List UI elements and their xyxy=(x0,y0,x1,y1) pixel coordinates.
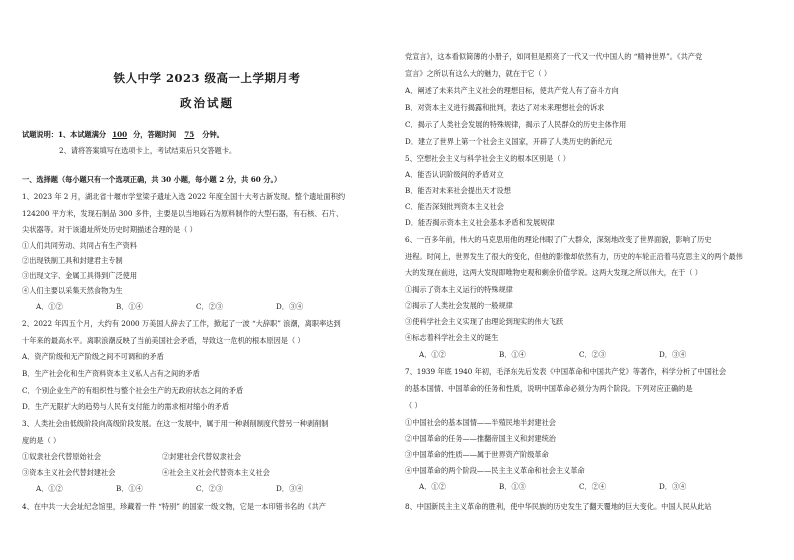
instructions-line-1: 试题说明：1、本试题满分 100 分，答题时间 75 分钟。 xyxy=(22,130,224,139)
left-text-line: 尖状器等。对于该遗址所处历史时期描述合理的是（ ） xyxy=(22,225,197,234)
right-text-line: （ ） xyxy=(405,401,422,410)
option: A．①② xyxy=(419,482,446,491)
q1-options xyxy=(36,302,303,311)
left-text-line: ④人们主要以采集天然食物为生 xyxy=(22,286,123,295)
option: C．②④ xyxy=(579,482,607,491)
right-text-line: C．揭示了人类社会发展的特殊规律，揭示了人民群众的历史主体作用 xyxy=(405,120,627,129)
right-text-line: ②中国革命的任务——推翻帝国主义和封建统治 xyxy=(405,434,556,443)
q3-options-row-2: ③资本主义社会代替封建社会 ④社会主义社会代替资本主义社会 xyxy=(22,468,270,477)
left-text-line: 124200 平方米，发现石制品 300 多件，主要是以当地砾石为原料制作的大型石器，有石核、石片、 xyxy=(22,209,344,218)
q7-options xyxy=(419,482,686,491)
q3-options xyxy=(36,484,303,493)
option: B．①④ xyxy=(116,302,143,311)
right-text-line: A．能否认识阶级间的矛盾对立 xyxy=(405,170,504,179)
right-text-line: 6、一百多年前，伟大的马克思用他的理论伟眼了广大群众，深刻地改变了世界面貌，影响了历史 xyxy=(405,235,712,244)
right-text-line: A．阐述了未来共产主义社会的理想目标，使共产党人有了奋斗方向 xyxy=(405,86,619,95)
right-text-line: 的基本国情、中国革命的任务和性质，说明中国革命必须分为两个阶段。下列对应正确的是 xyxy=(405,384,693,393)
right-text-line: D．建立了世界上第一个社会主义国家，开辟了人类历史的新纪元 xyxy=(405,137,613,146)
option: C．②③ xyxy=(579,350,607,359)
right-text-line: 8、中国新民主主义革命的胜利，使中华民族的历史发生了翻天覆地的巨大变化。中国人民从此站 xyxy=(405,502,712,511)
left-text-line: D．生产无限扩大的趋势与人民有支付能力的需求相对缩小的矛盾 xyxy=(22,402,230,411)
q6-options xyxy=(419,350,686,359)
right-text-line: 宣言》之所以有这么大的魅力，就在于它（ ） xyxy=(405,69,552,78)
option: B．①③ xyxy=(499,482,526,491)
right-text-line: D．能否揭示资本主义社会基本矛盾和发展规律 xyxy=(405,218,555,227)
option: D．③④ xyxy=(659,350,687,359)
q3-options-row-1: ①奴隶社会代替原始社会 ②封建社会代替奴隶社会 xyxy=(22,452,242,461)
left-text-line: C．个别企业生产的有组织性与整个社会生产的无政府状态之间的矛盾 xyxy=(22,386,244,395)
right-text-line: ①揭示了资本主义运行的特殊规律 xyxy=(405,285,513,294)
right-text-line: ③使科学社会主义实现了由理论到现实的伟大飞跃 xyxy=(405,317,564,326)
left-text-line: ②出现铁制工具和封建君主专制 xyxy=(22,256,123,265)
right-text-line: 党宣言》，这本看似简薄的小册子，如同但是照亮了一代又一代中国人的 “精神世界”。《共产党 xyxy=(405,52,703,61)
exam-subtitle: 政治试题 xyxy=(180,96,234,110)
left-text-line: 2、2022 年四五个月，大约有 2000 万美国人辞去了工作，掀起了一波 “大辞职” 浪潮，离职率达到 xyxy=(22,319,341,328)
right-text-line: 大的发现在前进，这两大发现即唯物史观和剩余价值学说。这两大发现之所以伟大，在于（ ） xyxy=(405,268,702,277)
option: C．②③ xyxy=(196,302,224,311)
right-text-line: ③中国革命的性质——属于世界资产阶级革命 xyxy=(405,450,549,459)
exam-title: 铁人中学 2023 级高一上学期月考 xyxy=(113,71,301,85)
right-text-line: ④标志着科学社会主义的诞生 xyxy=(405,333,499,342)
full-score: 100 xyxy=(112,130,128,139)
left-text-line: B．生产社会化和生产资料资本主义私人占有之间的矛盾 xyxy=(22,369,200,378)
left-text-line: 十年来的最高水平。离职浪潮反映了当前美国社会矛盾，导致这一危机的根本原因是（ ） xyxy=(22,336,305,345)
exam-time: 75 xyxy=(184,130,195,139)
right-text-line: ④中国革命的两个阶段——民主主义革命和社会主义革命 xyxy=(405,466,585,475)
left-text-line: ③出现文字、金属工具得到广泛使用 xyxy=(22,271,138,280)
option: D．③④ xyxy=(276,484,304,493)
option: B．①④ xyxy=(499,350,526,359)
right-text-line: 进程。时间上，世界发生了很大的变化，但他的影像却依然有力，历史的车轮正沿着马克思主义的两个最伟 xyxy=(405,252,743,261)
right-text-line: B．对资本主义进行揭露和批判，表达了对未来理想社会的诉求 xyxy=(405,103,605,112)
right-text-line: B．能否对未来社会提出天才设想 xyxy=(405,186,511,195)
right-text-line: C．能否深刻批判资本主义社会 xyxy=(405,202,504,211)
right-text-line: ②揭示了人类社会发展的一般规律 xyxy=(405,301,513,310)
right-text-line: ①中国社会的基本国情——半殖民地半封建社会 xyxy=(405,418,556,427)
left-text-line: ①人们共同劳动、共同占有生产资料 xyxy=(22,241,138,250)
left-text-line: 1、2023 年 2 月，湖北省十堰市学堂梁子遗址入选 2022 年度全国十大考古新发现。整个遗址面积约 xyxy=(22,192,346,201)
option: C．②③ xyxy=(196,484,224,493)
left-text-line: 3、人类社会由低级阶段向高级阶段发展。在这一发展中，属于用一种剥削制度代替另一种剥削制 xyxy=(22,419,329,428)
left-text-line: 度的是（ ） xyxy=(22,436,61,445)
left-text-line: A．资产阶级和无产阶级之间不可调和的矛盾 xyxy=(22,352,164,361)
option: D．③④ xyxy=(659,482,687,491)
option: D．③④ xyxy=(276,302,304,311)
option: A．①② xyxy=(419,350,446,359)
option: A．①② xyxy=(36,302,63,311)
instructions-line-2: 2、请将答案填写在选项卡上，考试结束后只交答题卡。 xyxy=(59,146,237,155)
left-text-line: 4、在中共一大会址纪念馆里，珍藏着一件 “特别” 的国家一级文物，它是一本印错书名的《共产 xyxy=(22,502,326,511)
option: A．①② xyxy=(36,484,63,493)
section-heading: 一、选择题（每小题只有一个选项正确，共 30 小题，每小题 2 分，共 60 分。） xyxy=(22,175,282,184)
right-text-line: 7、1939 年底 1940 年初，毛泽东先后发表《中国革命和中国共产党》等著作，科学分析了中国社会 xyxy=(405,367,727,376)
option: B．①④ xyxy=(116,484,143,493)
right-text-line: 5、空想社会主义与科学社会主义的根本区别是（ ） xyxy=(405,154,570,163)
